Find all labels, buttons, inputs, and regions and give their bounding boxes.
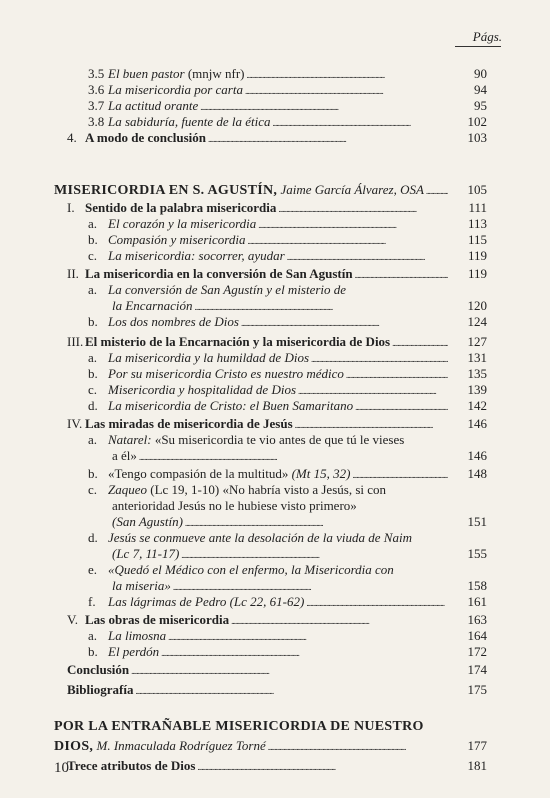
dot-leader bbox=[208, 130, 448, 146]
entry-number: 4. bbox=[67, 130, 77, 145]
dot-leader bbox=[139, 448, 448, 464]
entry-page-number: 111 bbox=[468, 200, 487, 215]
dot-leader bbox=[287, 248, 448, 264]
entry-title: (Lc 7, 11-17) bbox=[112, 546, 180, 561]
dot-leader bbox=[181, 546, 448, 562]
dot-leader bbox=[311, 350, 448, 366]
entry-title: Las lágrimas de Pedro bbox=[108, 594, 227, 609]
entry-number: b. bbox=[88, 314, 98, 329]
entry-number: b. bbox=[88, 644, 98, 659]
entry-title: La sabiduría, fuente de la ética bbox=[108, 114, 271, 129]
entry-number: II. bbox=[67, 266, 79, 281]
entry-page-number: 113 bbox=[467, 216, 487, 231]
dot-leader bbox=[168, 628, 448, 644]
entry-page-number: 119 bbox=[467, 248, 487, 263]
entry-page-number: 94 bbox=[474, 82, 487, 97]
entry-page-number: 119 bbox=[467, 266, 487, 281]
dot-leader bbox=[197, 758, 448, 774]
entry-title: La actitud orante bbox=[108, 98, 199, 113]
dot-leader bbox=[295, 416, 448, 432]
dot-leader bbox=[278, 200, 448, 216]
dot-leader bbox=[268, 738, 448, 754]
dot-leader bbox=[195, 298, 448, 314]
entry-number: f. bbox=[88, 594, 96, 609]
entry-page-number: 95 bbox=[474, 98, 487, 113]
entry-title: La misericordia de Cristo: el Buen Samaritano bbox=[108, 398, 354, 413]
entry-title: Las obras de misericordia bbox=[85, 612, 230, 627]
dot-leader bbox=[231, 612, 448, 628]
entry-title: Bibliografía bbox=[67, 682, 134, 697]
entry-number: b. bbox=[88, 366, 98, 381]
entry-title: La misericordia en la conversión de San Agustín bbox=[85, 266, 353, 281]
entry-title: «Tengo compasión de la multitud» bbox=[108, 466, 289, 481]
entry-subtitle: Jaime García Álvarez, OSA bbox=[277, 182, 424, 197]
entry-number: e. bbox=[88, 562, 98, 577]
dot-leader bbox=[355, 398, 448, 414]
entry-page-number: 103 bbox=[467, 130, 487, 145]
entry-subtitle: «Su misericordia te vio antes de que tú le vieses bbox=[151, 432, 405, 447]
dot-leader bbox=[173, 578, 448, 594]
entry-title: Jesús se conmueve ante la desolación de la viuda de Naim bbox=[108, 530, 412, 545]
entry-title: POR LA ENTRAÑABLE MISERICORDIA DE NUESTRO bbox=[54, 719, 424, 734]
entry-title: (San Agustín) bbox=[112, 514, 183, 529]
entry-number: 3.7 bbox=[88, 98, 105, 113]
page-header bbox=[0, 0, 550, 46]
entry-title: la Encarnación bbox=[112, 298, 193, 313]
entry-number: c. bbox=[88, 482, 98, 497]
dot-leader bbox=[352, 466, 448, 482]
entry-number: I. bbox=[67, 200, 75, 215]
entry-page-number: 90 bbox=[474, 66, 487, 81]
entry-number: c. bbox=[88, 382, 98, 397]
entry-title: La misericordia y la humildad de Dios bbox=[108, 350, 310, 365]
entry-page-number: 181 bbox=[467, 758, 487, 773]
entry-title: Zaqueo bbox=[108, 482, 147, 497]
entry-title: DIOS, bbox=[54, 739, 94, 754]
entry-page-number: 146 bbox=[467, 448, 487, 463]
entry-number: c. bbox=[88, 248, 98, 263]
entry-title: Por su misericordia Cristo es nuestro médico bbox=[108, 366, 344, 381]
entry-number: b. bbox=[88, 232, 98, 247]
entry-page-number: 146 bbox=[467, 416, 487, 431]
dot-leader bbox=[272, 114, 448, 130]
entry-subtitle: (mnjw nfr) bbox=[184, 66, 245, 81]
entry-number: 3.6 bbox=[88, 82, 105, 97]
entry-page-number: 158 bbox=[467, 578, 487, 593]
entry-page-number: 174 bbox=[467, 662, 487, 677]
entry-page-number: 163 bbox=[467, 612, 487, 627]
entry-title: Compasión y misericordia bbox=[108, 232, 246, 247]
entry-number: IV. bbox=[67, 416, 83, 431]
entry-subtitle: M. Inmaculada Rodríguez Torné bbox=[93, 738, 266, 753]
entry-title: La conversión de San Agustín y el misterio de bbox=[108, 282, 347, 297]
entry-title: Las miradas de misericordia de Jesús bbox=[85, 416, 293, 431]
entry-title: Misericordia y hospitalidad de Dios bbox=[108, 382, 297, 397]
entry-page-number: 135 bbox=[467, 366, 487, 381]
entry-page-number: 151 bbox=[467, 514, 487, 529]
entry-number: a. bbox=[88, 628, 98, 643]
entry-page-number: 115 bbox=[467, 232, 487, 247]
entry-subtitle: (Lc 22, 61-62) bbox=[226, 594, 305, 609]
entry-number: 3.8 bbox=[88, 114, 105, 129]
page-number: 10 bbox=[54, 760, 69, 776]
entry-title: «Quedó el Médico con el enfermo, la Misericordia con bbox=[108, 562, 394, 577]
entry-page-number: 155 bbox=[467, 546, 487, 561]
entry-title: El buen pastor bbox=[108, 66, 185, 81]
dot-leader bbox=[247, 66, 449, 82]
header-rule bbox=[455, 46, 501, 47]
entry-title: MISERICORDIA EN S. AGUSTÍN, bbox=[54, 183, 278, 198]
entry-title: Los dos nombres de Dios bbox=[108, 314, 239, 329]
entry-title: El perdón bbox=[108, 644, 160, 659]
entry-title: La limosna bbox=[108, 628, 167, 643]
dot-leader bbox=[135, 682, 448, 698]
entry-number: V. bbox=[67, 612, 78, 627]
entry-number: d. bbox=[88, 398, 98, 413]
dot-leader bbox=[258, 216, 448, 232]
entry-title: Sentido de la palabra misericordia bbox=[85, 200, 277, 215]
entry-title: anterioridad Jesús no le hubiese visto primero» bbox=[112, 498, 357, 513]
entry-page-number: 127 bbox=[467, 334, 487, 349]
entry-page-number: 120 bbox=[467, 298, 487, 313]
entry-page-number: 105 bbox=[467, 182, 487, 197]
entry-title: A modo de conclusión bbox=[85, 130, 206, 145]
entry-page-number: 139 bbox=[467, 382, 487, 397]
entry-title: El misterio de la Encarnación y la misericordia de Dios bbox=[85, 334, 391, 349]
dot-leader bbox=[426, 182, 448, 198]
entry-page-number: 142 bbox=[467, 398, 487, 413]
entry-title: la miseria» bbox=[112, 578, 171, 593]
entry-subtitle: (Mt 15, 32) bbox=[288, 466, 351, 481]
entry-subtitle: (Lc 19, 1-10) «No habría visto a Jesús, si con bbox=[147, 482, 387, 497]
dot-leader bbox=[185, 514, 448, 530]
entry-page-number: 161 bbox=[467, 594, 487, 609]
pages-column-label: Págs. bbox=[472, 29, 502, 44]
dot-leader bbox=[241, 314, 448, 330]
dot-leader bbox=[392, 334, 448, 350]
entry-page-number: 131 bbox=[467, 350, 487, 365]
entry-title: La misericordia: socorrer, ayudar bbox=[108, 248, 285, 263]
dot-leader bbox=[200, 98, 448, 114]
dot-leader bbox=[247, 232, 448, 248]
entry-page-number: 177 bbox=[467, 738, 487, 753]
entry-title: a él» bbox=[112, 448, 137, 463]
entry-page-number: 148 bbox=[467, 466, 487, 481]
entry-page-number: 172 bbox=[467, 644, 487, 659]
entry-title: El corazón y la misericordia bbox=[108, 216, 257, 231]
entry-number: 3.5 bbox=[88, 66, 105, 81]
dot-leader bbox=[161, 644, 448, 660]
dot-leader bbox=[131, 662, 448, 678]
dot-leader bbox=[355, 266, 448, 282]
entry-title: Trece atributos de Dios bbox=[67, 758, 196, 773]
entry-title: La misericordia por carta bbox=[108, 82, 243, 97]
dot-leader bbox=[346, 366, 448, 382]
entry-page-number: 164 bbox=[467, 628, 487, 643]
entry-number: b. bbox=[88, 466, 98, 481]
entry-number: a. bbox=[88, 216, 98, 231]
dot-leader bbox=[298, 382, 448, 398]
entry-page-number: 102 bbox=[467, 114, 487, 129]
entry-page-number: 124 bbox=[467, 314, 487, 329]
entry-number: III. bbox=[67, 334, 84, 349]
entry-title: Conclusión bbox=[67, 662, 130, 677]
entry-number: a. bbox=[88, 350, 98, 365]
dot-leader bbox=[245, 82, 448, 98]
entry-title: Natarel: bbox=[108, 432, 152, 447]
entry-number: a. bbox=[88, 282, 98, 297]
entry-number: a. bbox=[88, 432, 98, 447]
entry-number: d. bbox=[88, 530, 98, 545]
entry-page-number: 175 bbox=[467, 682, 487, 697]
dot-leader bbox=[306, 594, 448, 610]
